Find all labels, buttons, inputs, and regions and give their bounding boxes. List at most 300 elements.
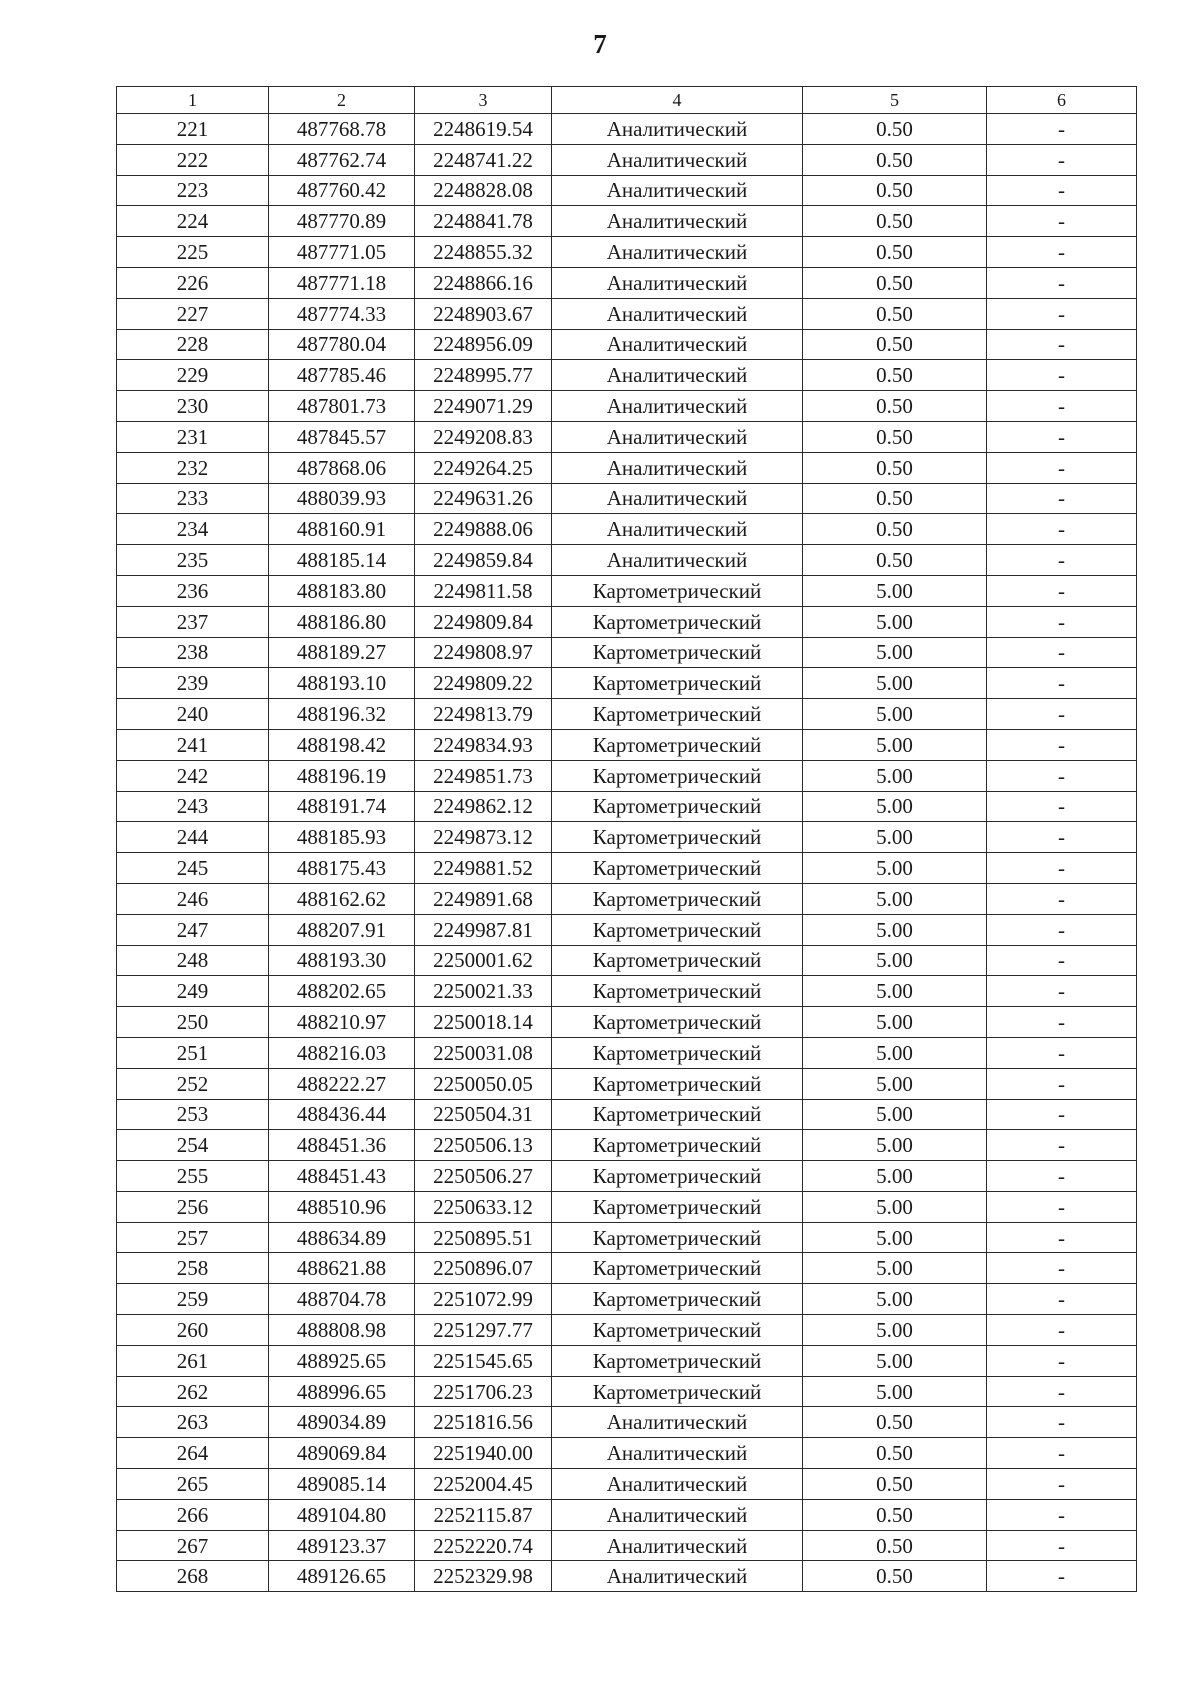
y-coordinate-cell: 2249859.84 bbox=[415, 545, 552, 576]
accuracy-cell: 5.00 bbox=[803, 853, 987, 884]
method-cell: Картометрический bbox=[552, 1130, 803, 1161]
description-cell: - bbox=[987, 237, 1137, 268]
y-coordinate-cell: 2251940.00 bbox=[415, 1438, 552, 1469]
accuracy-cell: 5.00 bbox=[803, 760, 987, 791]
point-number-cell: 233 bbox=[117, 483, 269, 514]
x-coordinate-cell: 488039.93 bbox=[269, 483, 415, 514]
table-row bbox=[117, 360, 1137, 391]
y-coordinate-cell: 2249811.58 bbox=[415, 575, 552, 606]
y-coordinate-cell: 2249813.79 bbox=[415, 699, 552, 730]
accuracy-cell: 5.00 bbox=[803, 1130, 987, 1161]
x-coordinate-cell: 488175.43 bbox=[269, 853, 415, 884]
point-number-cell: 253 bbox=[117, 1099, 269, 1130]
method-cell: Картометрический bbox=[552, 822, 803, 853]
y-coordinate-cell: 2250504.31 bbox=[415, 1099, 552, 1130]
table-row bbox=[117, 421, 1137, 452]
table-row bbox=[117, 606, 1137, 637]
table-row bbox=[117, 144, 1137, 175]
method-cell: Картометрический bbox=[552, 1315, 803, 1346]
description-cell: - bbox=[987, 144, 1137, 175]
table-row bbox=[117, 914, 1137, 945]
accuracy-cell: 0.50 bbox=[803, 391, 987, 422]
accuracy-cell: 0.50 bbox=[803, 1438, 987, 1469]
method-cell: Картометрический bbox=[552, 1345, 803, 1376]
x-coordinate-cell: 488162.62 bbox=[269, 883, 415, 914]
table-row bbox=[117, 483, 1137, 514]
x-coordinate-cell: 487771.18 bbox=[269, 267, 415, 298]
y-coordinate-cell: 2249071.29 bbox=[415, 391, 552, 422]
coordinates-table bbox=[116, 86, 1137, 1592]
method-cell: Картометрический bbox=[552, 791, 803, 822]
accuracy-cell: 5.00 bbox=[803, 1068, 987, 1099]
x-coordinate-cell: 488189.27 bbox=[269, 637, 415, 668]
accuracy-cell: 5.00 bbox=[803, 668, 987, 699]
method-cell: Аналитический bbox=[552, 1407, 803, 1438]
description-cell: - bbox=[987, 175, 1137, 206]
accuracy-cell: 5.00 bbox=[803, 575, 987, 606]
table-row bbox=[117, 514, 1137, 545]
x-coordinate-cell: 488196.32 bbox=[269, 699, 415, 730]
accuracy-cell: 5.00 bbox=[803, 883, 987, 914]
y-coordinate-cell: 2252329.98 bbox=[415, 1561, 552, 1592]
table-body bbox=[117, 87, 1137, 1592]
description-cell: - bbox=[987, 606, 1137, 637]
table-row bbox=[117, 1284, 1137, 1315]
point-number-cell: 237 bbox=[117, 606, 269, 637]
method-cell: Аналитический bbox=[552, 514, 803, 545]
method-cell: Картометрический bbox=[552, 853, 803, 884]
description-cell: - bbox=[987, 1315, 1137, 1346]
point-number-cell: 241 bbox=[117, 729, 269, 760]
accuracy-cell: 0.50 bbox=[803, 267, 987, 298]
x-coordinate-cell: 487868.06 bbox=[269, 452, 415, 483]
table-row bbox=[117, 1099, 1137, 1130]
y-coordinate-cell: 2250896.07 bbox=[415, 1253, 552, 1284]
table-row bbox=[117, 1499, 1137, 1530]
description-cell: - bbox=[987, 421, 1137, 452]
x-coordinate-cell: 488808.98 bbox=[269, 1315, 415, 1346]
accuracy-cell: 0.50 bbox=[803, 144, 987, 175]
y-coordinate-cell: 2248828.08 bbox=[415, 175, 552, 206]
method-cell: Аналитический bbox=[552, 545, 803, 576]
accuracy-cell: 0.50 bbox=[803, 114, 987, 145]
y-coordinate-cell: 2249851.73 bbox=[415, 760, 552, 791]
y-coordinate-cell: 2250895.51 bbox=[415, 1222, 552, 1253]
method-cell: Картометрический bbox=[552, 1037, 803, 1068]
y-coordinate-cell: 2249809.22 bbox=[415, 668, 552, 699]
method-cell: Аналитический bbox=[552, 360, 803, 391]
table-row bbox=[117, 1007, 1137, 1038]
y-coordinate-cell: 2249808.97 bbox=[415, 637, 552, 668]
y-coordinate-cell: 2249888.06 bbox=[415, 514, 552, 545]
description-cell: - bbox=[987, 822, 1137, 853]
table-row bbox=[117, 1530, 1137, 1561]
point-number-cell: 258 bbox=[117, 1253, 269, 1284]
description-cell: - bbox=[987, 1007, 1137, 1038]
y-coordinate-cell: 2249873.12 bbox=[415, 822, 552, 853]
table-row bbox=[117, 329, 1137, 360]
x-coordinate-cell: 488436.44 bbox=[269, 1099, 415, 1130]
table-row bbox=[117, 1253, 1137, 1284]
table-header-row bbox=[117, 87, 1137, 114]
table-row bbox=[117, 1191, 1137, 1222]
point-number-cell: 230 bbox=[117, 391, 269, 422]
table-row bbox=[117, 883, 1137, 914]
x-coordinate-cell: 488704.78 bbox=[269, 1284, 415, 1315]
point-number-cell: 245 bbox=[117, 853, 269, 884]
description-cell: - bbox=[987, 575, 1137, 606]
table-row bbox=[117, 976, 1137, 1007]
description-cell: - bbox=[987, 514, 1137, 545]
description-cell: - bbox=[987, 1345, 1137, 1376]
accuracy-cell: 5.00 bbox=[803, 1099, 987, 1130]
x-coordinate-cell: 487845.57 bbox=[269, 421, 415, 452]
table-row bbox=[117, 668, 1137, 699]
accuracy-cell: 5.00 bbox=[803, 637, 987, 668]
y-coordinate-cell: 2249631.26 bbox=[415, 483, 552, 514]
y-coordinate-cell: 2250021.33 bbox=[415, 976, 552, 1007]
description-cell: - bbox=[987, 1037, 1137, 1068]
table-row bbox=[117, 1345, 1137, 1376]
description-cell: - bbox=[987, 114, 1137, 145]
method-cell: Картометрический bbox=[552, 1099, 803, 1130]
point-number-cell: 251 bbox=[117, 1037, 269, 1068]
x-coordinate-cell: 487762.74 bbox=[269, 144, 415, 175]
table-row bbox=[117, 699, 1137, 730]
table-row bbox=[117, 175, 1137, 206]
y-coordinate-cell: 2250031.08 bbox=[415, 1037, 552, 1068]
y-coordinate-cell: 2251816.56 bbox=[415, 1407, 552, 1438]
method-cell: Картометрический bbox=[552, 575, 803, 606]
description-cell: - bbox=[987, 1469, 1137, 1500]
accuracy-cell: 0.50 bbox=[803, 329, 987, 360]
description-cell: - bbox=[987, 1068, 1137, 1099]
y-coordinate-cell: 2250506.13 bbox=[415, 1130, 552, 1161]
y-coordinate-cell: 2251297.77 bbox=[415, 1315, 552, 1346]
x-coordinate-cell: 487785.46 bbox=[269, 360, 415, 391]
y-coordinate-cell: 2249987.81 bbox=[415, 914, 552, 945]
accuracy-cell: 5.00 bbox=[803, 1007, 987, 1038]
x-coordinate-cell: 488183.80 bbox=[269, 575, 415, 606]
y-coordinate-cell: 2248866.16 bbox=[415, 267, 552, 298]
table-row bbox=[117, 791, 1137, 822]
method-cell: Аналитический bbox=[552, 1469, 803, 1500]
point-number-cell: 250 bbox=[117, 1007, 269, 1038]
description-cell: - bbox=[987, 1376, 1137, 1407]
description-cell: - bbox=[987, 1530, 1137, 1561]
description-cell: - bbox=[987, 1161, 1137, 1192]
point-number-cell: 235 bbox=[117, 545, 269, 576]
x-coordinate-cell: 488198.42 bbox=[269, 729, 415, 760]
point-number-cell: 221 bbox=[117, 114, 269, 145]
x-coordinate-cell: 488996.65 bbox=[269, 1376, 415, 1407]
point-number-cell: 263 bbox=[117, 1407, 269, 1438]
description-cell: - bbox=[987, 760, 1137, 791]
point-number-cell: 248 bbox=[117, 945, 269, 976]
description-cell: - bbox=[987, 267, 1137, 298]
y-coordinate-cell: 2248903.67 bbox=[415, 298, 552, 329]
accuracy-cell: 0.50 bbox=[803, 545, 987, 576]
x-coordinate-cell: 488191.74 bbox=[269, 791, 415, 822]
column-header: 2 bbox=[269, 87, 415, 114]
method-cell: Аналитический bbox=[552, 483, 803, 514]
method-cell: Аналитический bbox=[552, 1530, 803, 1561]
description-cell: - bbox=[987, 1130, 1137, 1161]
accuracy-cell: 5.00 bbox=[803, 1253, 987, 1284]
accuracy-cell: 0.50 bbox=[803, 514, 987, 545]
accuracy-cell: 0.50 bbox=[803, 421, 987, 452]
table-row bbox=[117, 1561, 1137, 1592]
method-cell: Картометрический bbox=[552, 637, 803, 668]
point-number-cell: 249 bbox=[117, 976, 269, 1007]
description-cell: - bbox=[987, 452, 1137, 483]
y-coordinate-cell: 2251706.23 bbox=[415, 1376, 552, 1407]
y-coordinate-cell: 2250506.27 bbox=[415, 1161, 552, 1192]
accuracy-cell: 5.00 bbox=[803, 1222, 987, 1253]
y-coordinate-cell: 2249264.25 bbox=[415, 452, 552, 483]
x-coordinate-cell: 489126.65 bbox=[269, 1561, 415, 1592]
table-row bbox=[117, 637, 1137, 668]
method-cell: Картометрический bbox=[552, 699, 803, 730]
table-row bbox=[117, 853, 1137, 884]
description-cell: - bbox=[987, 914, 1137, 945]
x-coordinate-cell: 489104.80 bbox=[269, 1499, 415, 1530]
page-number: 7 bbox=[593, 29, 607, 59]
point-number-cell: 257 bbox=[117, 1222, 269, 1253]
point-number-cell: 242 bbox=[117, 760, 269, 791]
method-cell: Картометрический bbox=[552, 1161, 803, 1192]
x-coordinate-cell: 489123.37 bbox=[269, 1530, 415, 1561]
description-cell: - bbox=[987, 883, 1137, 914]
table-row bbox=[117, 1222, 1137, 1253]
accuracy-cell: 0.50 bbox=[803, 298, 987, 329]
x-coordinate-cell: 488210.97 bbox=[269, 1007, 415, 1038]
table-row bbox=[117, 452, 1137, 483]
accuracy-cell: 0.50 bbox=[803, 1469, 987, 1500]
x-coordinate-cell: 488634.89 bbox=[269, 1222, 415, 1253]
table-row bbox=[117, 1315, 1137, 1346]
y-coordinate-cell: 2250050.05 bbox=[415, 1068, 552, 1099]
point-number-cell: 252 bbox=[117, 1068, 269, 1099]
table-row bbox=[117, 1438, 1137, 1469]
description-cell: - bbox=[987, 945, 1137, 976]
table-row bbox=[117, 206, 1137, 237]
point-number-cell: 259 bbox=[117, 1284, 269, 1315]
point-number-cell: 244 bbox=[117, 822, 269, 853]
accuracy-cell: 5.00 bbox=[803, 1037, 987, 1068]
method-cell: Аналитический bbox=[552, 298, 803, 329]
method-cell: Аналитический bbox=[552, 1561, 803, 1592]
point-number-cell: 227 bbox=[117, 298, 269, 329]
point-number-cell: 247 bbox=[117, 914, 269, 945]
point-number-cell: 229 bbox=[117, 360, 269, 391]
y-coordinate-cell: 2249208.83 bbox=[415, 421, 552, 452]
y-coordinate-cell: 2249834.93 bbox=[415, 729, 552, 760]
method-cell: Аналитический bbox=[552, 391, 803, 422]
description-cell: - bbox=[987, 1099, 1137, 1130]
accuracy-cell: 0.50 bbox=[803, 206, 987, 237]
description-cell: - bbox=[987, 637, 1137, 668]
description-cell: - bbox=[987, 668, 1137, 699]
accuracy-cell: 5.00 bbox=[803, 945, 987, 976]
description-cell: - bbox=[987, 298, 1137, 329]
column-header: 1 bbox=[117, 87, 269, 114]
x-coordinate-cell: 487760.42 bbox=[269, 175, 415, 206]
accuracy-cell: 0.50 bbox=[803, 452, 987, 483]
method-cell: Аналитический bbox=[552, 421, 803, 452]
table-row bbox=[117, 1037, 1137, 1068]
x-coordinate-cell: 487771.05 bbox=[269, 237, 415, 268]
point-number-cell: 254 bbox=[117, 1130, 269, 1161]
table-row bbox=[117, 760, 1137, 791]
description-cell: - bbox=[987, 206, 1137, 237]
method-cell: Картометрический bbox=[552, 1284, 803, 1315]
accuracy-cell: 0.50 bbox=[803, 237, 987, 268]
description-cell: - bbox=[987, 1561, 1137, 1592]
method-cell: Аналитический bbox=[552, 452, 803, 483]
table-row bbox=[117, 1376, 1137, 1407]
accuracy-cell: 5.00 bbox=[803, 976, 987, 1007]
accuracy-cell: 5.00 bbox=[803, 1161, 987, 1192]
method-cell: Картометрический bbox=[552, 1253, 803, 1284]
description-cell: - bbox=[987, 329, 1137, 360]
method-cell: Картометрический bbox=[552, 914, 803, 945]
description-cell: - bbox=[987, 976, 1137, 1007]
x-coordinate-cell: 487774.33 bbox=[269, 298, 415, 329]
table-row bbox=[117, 1469, 1137, 1500]
method-cell: Аналитический bbox=[552, 1499, 803, 1530]
table-row bbox=[117, 729, 1137, 760]
table-row bbox=[117, 298, 1137, 329]
y-coordinate-cell: 2250633.12 bbox=[415, 1191, 552, 1222]
x-coordinate-cell: 488621.88 bbox=[269, 1253, 415, 1284]
point-number-cell: 231 bbox=[117, 421, 269, 452]
method-cell: Картометрический bbox=[552, 1191, 803, 1222]
point-number-cell: 264 bbox=[117, 1438, 269, 1469]
accuracy-cell: 5.00 bbox=[803, 606, 987, 637]
method-cell: Картометрический bbox=[552, 1376, 803, 1407]
description-cell: - bbox=[987, 1222, 1137, 1253]
method-cell: Аналитический bbox=[552, 1438, 803, 1469]
accuracy-cell: 5.00 bbox=[803, 1191, 987, 1222]
point-number-cell: 265 bbox=[117, 1469, 269, 1500]
method-cell: Аналитический bbox=[552, 114, 803, 145]
table-row bbox=[117, 391, 1137, 422]
x-coordinate-cell: 488510.96 bbox=[269, 1191, 415, 1222]
method-cell: Картометрический bbox=[552, 668, 803, 699]
y-coordinate-cell: 2252004.45 bbox=[415, 1469, 552, 1500]
y-coordinate-cell: 2252220.74 bbox=[415, 1530, 552, 1561]
description-cell: - bbox=[987, 1407, 1137, 1438]
accuracy-cell: 5.00 bbox=[803, 791, 987, 822]
table-row bbox=[117, 575, 1137, 606]
y-coordinate-cell: 2248741.22 bbox=[415, 144, 552, 175]
y-coordinate-cell: 2249891.68 bbox=[415, 883, 552, 914]
point-number-cell: 225 bbox=[117, 237, 269, 268]
point-number-cell: 226 bbox=[117, 267, 269, 298]
column-header: 4 bbox=[552, 87, 803, 114]
x-coordinate-cell: 489069.84 bbox=[269, 1438, 415, 1469]
accuracy-cell: 0.50 bbox=[803, 1530, 987, 1561]
method-cell: Аналитический bbox=[552, 144, 803, 175]
y-coordinate-cell: 2248855.32 bbox=[415, 237, 552, 268]
point-number-cell: 222 bbox=[117, 144, 269, 175]
method-cell: Картометрический bbox=[552, 729, 803, 760]
point-number-cell: 223 bbox=[117, 175, 269, 206]
x-coordinate-cell: 488193.10 bbox=[269, 668, 415, 699]
description-cell: - bbox=[987, 483, 1137, 514]
table-row bbox=[117, 1161, 1137, 1192]
accuracy-cell: 5.00 bbox=[803, 1315, 987, 1346]
method-cell: Картометрический bbox=[552, 1007, 803, 1038]
accuracy-cell: 5.00 bbox=[803, 1284, 987, 1315]
x-coordinate-cell: 488160.91 bbox=[269, 514, 415, 545]
point-number-cell: 256 bbox=[117, 1191, 269, 1222]
x-coordinate-cell: 488451.43 bbox=[269, 1161, 415, 1192]
x-coordinate-cell: 488193.30 bbox=[269, 945, 415, 976]
y-coordinate-cell: 2250001.62 bbox=[415, 945, 552, 976]
description-cell: - bbox=[987, 545, 1137, 576]
column-header: 6 bbox=[987, 87, 1137, 114]
table-row bbox=[117, 545, 1137, 576]
accuracy-cell: 0.50 bbox=[803, 1407, 987, 1438]
x-coordinate-cell: 488222.27 bbox=[269, 1068, 415, 1099]
y-coordinate-cell: 2248956.09 bbox=[415, 329, 552, 360]
description-cell: - bbox=[987, 391, 1137, 422]
y-coordinate-cell: 2250018.14 bbox=[415, 1007, 552, 1038]
point-number-cell: 234 bbox=[117, 514, 269, 545]
y-coordinate-cell: 2248619.54 bbox=[415, 114, 552, 145]
x-coordinate-cell: 488196.19 bbox=[269, 760, 415, 791]
description-cell: - bbox=[987, 1499, 1137, 1530]
accuracy-cell: 5.00 bbox=[803, 1376, 987, 1407]
column-header: 3 bbox=[415, 87, 552, 114]
description-cell: - bbox=[987, 1438, 1137, 1469]
y-coordinate-cell: 2251545.65 bbox=[415, 1345, 552, 1376]
x-coordinate-cell: 488216.03 bbox=[269, 1037, 415, 1068]
x-coordinate-cell: 487770.89 bbox=[269, 206, 415, 237]
point-number-cell: 261 bbox=[117, 1345, 269, 1376]
point-number-cell: 268 bbox=[117, 1561, 269, 1592]
point-number-cell: 228 bbox=[117, 329, 269, 360]
point-number-cell: 246 bbox=[117, 883, 269, 914]
description-cell: - bbox=[987, 360, 1137, 391]
y-coordinate-cell: 2251072.99 bbox=[415, 1284, 552, 1315]
x-coordinate-cell: 488925.65 bbox=[269, 1345, 415, 1376]
y-coordinate-cell: 2252115.87 bbox=[415, 1499, 552, 1530]
accuracy-cell: 5.00 bbox=[803, 822, 987, 853]
method-cell: Картометрический bbox=[552, 760, 803, 791]
point-number-cell: 267 bbox=[117, 1530, 269, 1561]
point-number-cell: 243 bbox=[117, 791, 269, 822]
x-coordinate-cell: 488202.65 bbox=[269, 976, 415, 1007]
point-number-cell: 232 bbox=[117, 452, 269, 483]
x-coordinate-cell: 489034.89 bbox=[269, 1407, 415, 1438]
accuracy-cell: 5.00 bbox=[803, 699, 987, 730]
method-cell: Картометрический bbox=[552, 945, 803, 976]
y-coordinate-cell: 2249809.84 bbox=[415, 606, 552, 637]
point-number-cell: 238 bbox=[117, 637, 269, 668]
table-row bbox=[117, 267, 1137, 298]
table-row bbox=[117, 945, 1137, 976]
accuracy-cell: 5.00 bbox=[803, 729, 987, 760]
accuracy-cell: 0.50 bbox=[803, 483, 987, 514]
description-cell: - bbox=[987, 853, 1137, 884]
method-cell: Аналитический bbox=[552, 267, 803, 298]
point-number-cell: 260 bbox=[117, 1315, 269, 1346]
method-cell: Аналитический bbox=[552, 175, 803, 206]
point-number-cell: 236 bbox=[117, 575, 269, 606]
